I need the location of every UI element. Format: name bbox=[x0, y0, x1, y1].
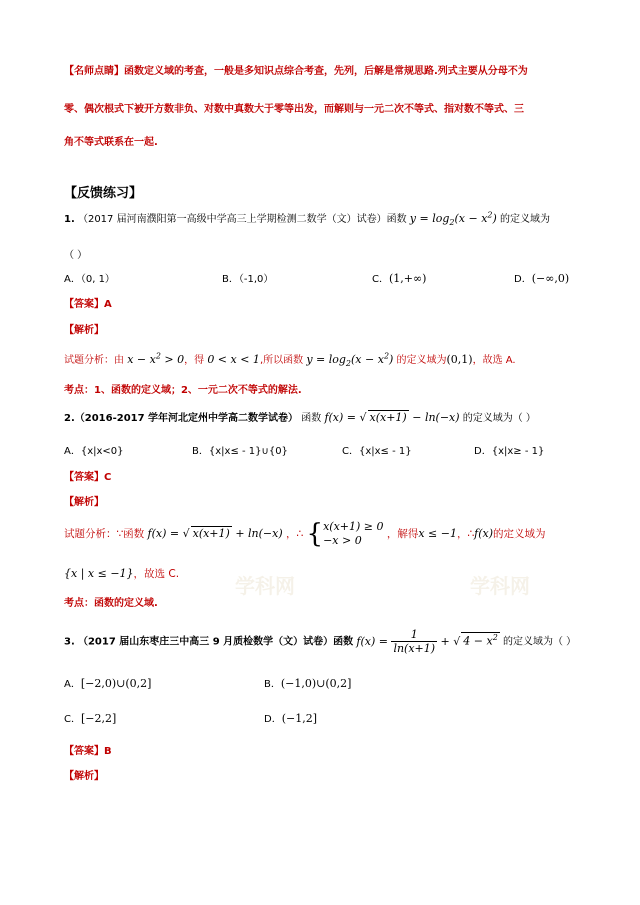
q2-fx: f(x) bbox=[474, 527, 494, 540]
q1-point: 考点：1、函数的定义域；2、一元二次不等式的解法. bbox=[64, 385, 302, 396]
tip-line-2 bbox=[64, 100, 524, 115]
q1-stem bbox=[64, 210, 550, 227]
q1-option-a: A．（0, 1） bbox=[64, 274, 115, 285]
q2-point: 考点：函数的定义域. bbox=[64, 598, 158, 609]
q3-function: f(x) = $\frac{1}{\ln(x+1)}$ + √ $4 - x^2$ bbox=[356, 628, 498, 655]
q2-system-brace: { bbox=[306, 519, 324, 549]
tip-line-1 bbox=[64, 62, 528, 77]
q1-number: 1. bbox=[64, 214, 75, 225]
watermark-logo bbox=[235, 570, 295, 599]
watermark-logo-2 bbox=[470, 570, 530, 599]
q1-analysis-label: 【解析】 bbox=[64, 325, 104, 336]
q2-number: 2. bbox=[64, 413, 75, 424]
tip-text-1: 函数定义域的考查，一般是多知识点综合考查，先列，后解是常规思路.列式主要从分母不为 bbox=[124, 66, 528, 77]
q3-stem bbox=[64, 628, 576, 655]
q2-analysis-line-2: {x | x ≤ −1}，故选 C. bbox=[64, 567, 180, 580]
q2-analysis-label: 【解析】 bbox=[64, 497, 104, 508]
q2-option-d: D．{x|x≥ - 1} bbox=[474, 446, 545, 457]
q2-option-c: C．{x|x≤ - 1} bbox=[342, 446, 412, 457]
tip-text-3: 角不等式联系在一起. bbox=[64, 137, 158, 148]
q3-answer: 【答案】B bbox=[64, 746, 112, 757]
q1-answer: 【答案】A bbox=[64, 299, 112, 310]
q2-function-repeat: f(x) = √ x(x+1) + ln(−x) bbox=[147, 527, 283, 540]
q1-range: 0 < x < 1 bbox=[207, 353, 260, 366]
q2-domain-set: {x | x ≤ −1} bbox=[64, 567, 134, 580]
q2-option-a: A．{x|x<0} bbox=[64, 446, 124, 457]
tip-line-3 bbox=[64, 133, 158, 148]
q1-option-c: C．(1,+∞) bbox=[372, 272, 427, 285]
q2-analysis: 试题分析：∵函数 f(x) = √ x(x+1) + ln(−x) ，∴ {x(x+1) ≥ 0 −x > 0 ，解得x ≤ −1，∴f(x)的定义域为 bbox=[64, 519, 546, 549]
section-title: 【反馈练习】 bbox=[64, 186, 143, 201]
q1-option-d: D．(−∞,0) bbox=[514, 272, 570, 285]
q3-number: 3. bbox=[64, 636, 75, 648]
q1-ineq: $x - x^2 > 0$ bbox=[127, 351, 185, 366]
watermark-text: 学科网 bbox=[235, 574, 295, 598]
q3-option-b: B．(−1,0)∪(0,2] bbox=[264, 677, 352, 690]
tip-text-2: 零、偶次根式下被开方数非负、对数中真数大于零等出发，而解则与一元二次不等式、指对数不等式、三 bbox=[64, 104, 524, 115]
q1-function-repeat: $y = \log_2(x - x^2)$ bbox=[306, 351, 394, 369]
q1-analysis: 试题分析：由 $x - x^2 > 0$，得 0 < x < 1,所以函数 $y = \log_2(x - x^2)$ 的定义域为(0,1)，故选 A. bbox=[64, 351, 516, 369]
q1-option-b: B．（-1,0） bbox=[222, 274, 274, 285]
q3-option-a: A．[−2,0)∪(0,2] bbox=[64, 677, 152, 690]
q2-option-b: B．{x|x≤ - 1}∪{0} bbox=[192, 446, 288, 457]
q3-option-d: D．(−1,2] bbox=[264, 712, 317, 725]
q2-fn: 函数 bbox=[301, 413, 322, 424]
q3-source: （2017 届山东枣庄三中高三 9 月质检数学（文）试卷）函数 bbox=[77, 636, 354, 648]
q2-answer: 【答案】C bbox=[64, 472, 112, 483]
q2-function: f(x) = √ x(x+1) − ln(−x) bbox=[324, 411, 460, 424]
q3-option-c: C．[−2,2] bbox=[64, 712, 117, 725]
q2-tail: 的定义域为（ ） bbox=[462, 413, 536, 424]
q1-paren: （ ） bbox=[64, 250, 88, 261]
q3-analysis-label: 【解析】 bbox=[64, 771, 104, 782]
q1-source: （2017 届河南濮阳第一高级中学高三上学期检测二数学（文）试卷）函数 bbox=[77, 214, 407, 225]
q3-tail: 的定义域为（ ） bbox=[503, 636, 577, 648]
q2-stem bbox=[64, 409, 536, 424]
watermark-text-2: 学科网 bbox=[470, 574, 530, 598]
tip-tag: 【名师点睛】 bbox=[64, 66, 124, 77]
q1-domain: (0,1) bbox=[446, 353, 473, 366]
q2-solution: x ≤ −1 bbox=[418, 527, 457, 540]
q2-source: （2016-2017 学年河北定州中学高二数学试卷） bbox=[74, 413, 299, 424]
q1-tail: 的定义域为 bbox=[499, 214, 550, 225]
q1-function: $y = \log_2(x - x^2)$ bbox=[409, 210, 497, 228]
q2-system: x(x+1) ≥ 0 −x > 0 bbox=[323, 520, 384, 547]
